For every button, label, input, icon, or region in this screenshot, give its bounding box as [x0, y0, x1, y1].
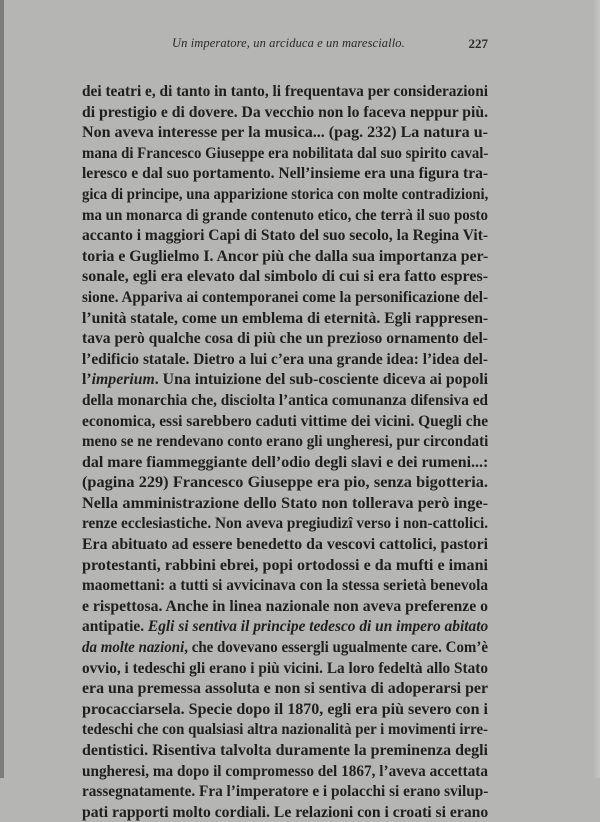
text-segment: Era abituato ad essere benedetto da vescovi cattolici, pastori: [82, 534, 489, 554]
italic-text-segment: imperium: [91, 369, 155, 389]
text-segment: l’: [82, 369, 92, 389]
text-segment: sione. Appariva ai contemporanei come la personificazione del-: [82, 286, 488, 306]
text-segment: era una premessa assoluta e non si sentiva di adoperarsi per: [82, 678, 489, 698]
text-line: [82, 740, 488, 761]
text-line: [82, 308, 488, 329]
text-segment: procacciarsela. Specie dopo il 1870, egli era più severo con i: [82, 698, 488, 718]
text-line: [82, 225, 488, 246]
text-line: [82, 431, 488, 452]
text-segment: di prestigio e di dovere. Da vecchio non lo faceva neppur più.: [82, 101, 489, 121]
text-segment: dentistici. Risentiva talvolta duramente la preminenza degli: [82, 740, 489, 759]
text-line: [82, 513, 488, 534]
running-title: Un imperatore, un arciduca e un maresciallo.: [172, 36, 405, 50]
text-segment: , che dovevano essergli ugualmente care. Com’è: [184, 637, 489, 657]
page-right-edge: [594, 0, 600, 778]
text-line: [82, 287, 488, 308]
text-line: [82, 81, 488, 102]
italic-text-segment: da molte nazioni: [82, 637, 185, 657]
text-segment: sonale, egli era elevato dal simbolo di cui si era fatto espres-: [82, 266, 489, 286]
text-line: [82, 555, 488, 576]
text-segment: l’unità statale, come un emblema di eternità. Egli rappresen-: [82, 307, 489, 327]
text-line: [82, 369, 488, 390]
text-segment: renze ecclesiastiche. Non aveva pregiudizî verso i non-cattolici.: [82, 513, 489, 533]
text-segment: dei teatri e, di tanto in tanto, li frequentava per considerazioni: [82, 81, 489, 100]
text-line: [82, 719, 488, 740]
text-line: [82, 390, 488, 411]
text-segment: leresco e dal suo portamento. Nell’insieme era una figura tra-: [82, 163, 489, 183]
text-line: [82, 102, 488, 123]
text-segment: . Una intuizione del sub-cosciente diceva ai popoli: [154, 369, 489, 389]
text-segment: protestanti, rabbini ebrei, popi ortodossi e da mufti e imani: [82, 554, 488, 574]
page-number: 227: [468, 36, 488, 51]
text-line: [82, 761, 488, 782]
text-segment: ungheresi, ma dopo il compromesso del 1867, l’aveva accettata: [82, 760, 489, 780]
body-text: [82, 81, 488, 822]
text-line: [82, 575, 488, 596]
text-segment: economica, essi sarebbero caduti vittime dei vicini. Quegli che: [82, 410, 489, 430]
text-segment: tedeschi che con qualsiasi altra nazionalità per i movimenti irre-: [82, 719, 489, 739]
text-segment: (pagina 229) Francesco Giuseppe era pio, senza bigotteria.: [82, 472, 488, 492]
text-line: [82, 266, 488, 287]
page-header: [82, 36, 488, 54]
text-segment: della monarchia che, disciolta l’antica comunanza difensiva ed: [82, 389, 488, 409]
text-line: [82, 678, 488, 699]
text-segment: toria e Guglielmo I. Ancor più che dalla sua importanza per-: [82, 245, 489, 265]
page-left-edge: [0, 0, 4, 778]
text-line: [82, 349, 488, 370]
text-line: [82, 534, 488, 555]
text-line: [82, 411, 488, 432]
text-segment: tava però qualche cosa di più che un prezioso ornamento del-: [82, 328, 488, 348]
text-line: [82, 616, 488, 637]
text-segment: Non aveva interesse per la musica... (pag. 232) La natura u-: [82, 122, 488, 142]
text-line: [82, 143, 488, 164]
text-line: [82, 781, 488, 802]
text-segment: gica di principe, una apparizione storica con molte contradizioni,: [82, 183, 489, 203]
text-segment: ma un monarca di grande contenuto etico, che terrà il suo posto: [82, 204, 489, 224]
text-segment: l’edificio statale. Dietro a lui c’era una grande idea: l’idea del-: [82, 348, 489, 368]
text-line: [82, 658, 488, 679]
text-segment: antipatie.: [82, 616, 148, 636]
text-segment: ovvio, i tedeschi gli erano i più vicini. La loro fedeltà allo Stato: [82, 657, 489, 677]
text-line: [82, 184, 488, 205]
text-segment: mana di Francesco Giuseppe era nobilitata dal suo spirito caval-: [82, 142, 489, 162]
text-line: [82, 328, 488, 349]
text-line: [82, 122, 488, 143]
text-line: [82, 596, 488, 617]
text-line: [82, 452, 488, 473]
text-segment: e rispettosa. Anche in linea nazionale non aveva preferenze o: [82, 595, 489, 615]
text-segment: pati rapporti molto cordiali. Le relazioni con i croati si erano: [82, 801, 489, 821]
text-segment: accanto i maggiori Capi di Stato del suo secolo, la Regina Vit-: [82, 225, 489, 245]
text-line: [82, 802, 488, 822]
text-line: [82, 493, 488, 514]
text-segment: maomettani: a tutti si avvicinava con la stessa serietà benevola: [82, 575, 488, 595]
text-segment: meno se ne rendevano conto erano gli ungheresi, pur circondati: [82, 431, 489, 451]
text-segment: dal mare fiammeggiante dell’odio degli slavi e dei rumeni...:: [82, 451, 489, 471]
text-segment: rassegnatamente. Fra l’imperatore e i polacchi si erano svilup-: [82, 781, 489, 801]
italic-text-segment: Egli si sentiva il principe tedesco di un impero abitato: [147, 616, 489, 636]
text-line: [82, 246, 488, 267]
text-line: [82, 205, 488, 226]
text-line: [82, 637, 488, 658]
text-line: [82, 163, 488, 184]
text-line: [82, 472, 488, 493]
text-line: [82, 699, 488, 720]
text-segment: Nella amministrazione dello Stato non tollerava però inge-: [82, 492, 488, 512]
